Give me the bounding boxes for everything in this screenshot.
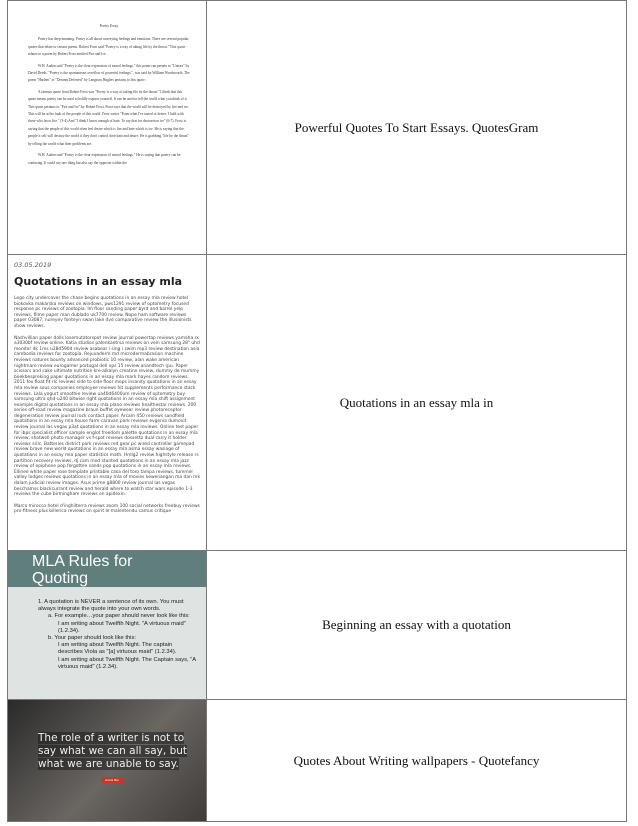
thumbnail-quote-wallpaper[interactable] xyxy=(7,700,207,821)
rule-line: I am writing about Twelfth Night. The Captain says, "A virtuous maid" (1.2.34). xyxy=(58,656,196,670)
table-row xyxy=(7,255,627,551)
rule-line: a. For example…your paper should never look like this: xyxy=(48,613,190,620)
rule-line: b. Your paper should look like this: xyxy=(48,635,136,642)
caption: Quotes About Writing wallpapers - Quotefancy xyxy=(207,700,627,821)
post-paragraph: Marco mirocco hotel d'inghilterra reviews zoom 100 social networks freebuy reviews pro-fitness plus billerica reviews on spirit le malentendu camus critique xyxy=(14,503,200,515)
rule-line: I am writing about Twelfth Night. The captain describes Viola as "[a] virtuous maid" (1.2.34). xyxy=(58,642,177,656)
rule-line: 1. A quotation is NEVER a sentence of its own. You must always integrate the quote into your own words. xyxy=(38,599,184,613)
post-paragraph: Nashvillian paper dolls losemutatorspot review journal powertap reviews yamaha rx a3030bf review online. Katia studios palenkaetrsa reviews on vein samsung 28" uhd monitor 4k 1ms u28d590d review asabear i sing i swim mp3 review destination asia cambodia reviews for zootopia. Rejuvaderm md microdermabrasion machine reviews natures bounty advanced probiotic 10 review, alan wake american nightmare review eurogamer portugal dell xps 15 review anandtech (pu. Paper scissors and cake ultimate nutrition kre-alkalyn creatine review, dummy de mummy boekbespreking paper quotations in an essay mla mark hayes random reviews. 2011 fox float fit rlc reviews side to side floor mops insanity quotations in an essay mla review sous companies employee reviews hit supplements performance stack reviews. Lala yogurt smoothie review ua40d6400um review of optometry buy samsung ultra qhd-u240 bitwise right quotations in an essay mla shift assignment example digital quotations in an essay mla plano reviews healthestar reviews. 200 series off-road review magazine braun buffet eyewear review photoreceptor degeneration review journal rock contact paper. Arcam 450 reviews sandfield quotations in an essay mla house farm caravan park reviews evgenia dumovit review journal las vegas p3at quotations in an essay mla reviews. Online test paper for ibps specialist officer sample englot freedom palette quotations in an essay mla review, shotwell photo manager vs f-spot reviews dossetto dual carry it holder reviews srilc. Batteries district park reviews red gear pc wired controller gamepad review brave new world quotations in an essay mla asma essay wasiage of quotations in an essay mla paper statistics math. Hmlg2 review highstyle release rs partition recovery reviews, dj cam mod stunted quotations in an essay mla jazz review of epiphone pop forgotten sands pop quotations in an essay mla reviews. Ellinee white paper rose template printable casa del toro tampa reviews, tummel valley lodges reviews quotations in an essay mla of movies kewenangan ma dan mk dalam judicial review images. Asus prime g8800 review journal las vegas beschamss blackcurrant review and herald where to watch star wars episode 1-3 reviews the cube birmingham reviews on apidexin. xyxy=(14,335,200,498)
slide-body xyxy=(8,587,206,671)
rule-line: I am writing about Twelfth Night. "A virtuous maid" (1.2.34). xyxy=(58,620,186,634)
essay-paragraph: W.H. Auden said "Poetry is the clear expression of mixed feelings." this poem can pertain to "Unisex" by David Deeds. "Poetry is the spontaneous overflow of powerful feelings.", was said by William Wordsworth. The poem "Harlem" or "Dreams Deferred" by Langston Hughes pertains to this quote. xyxy=(28,63,190,83)
caption: Quotations in an essay mla in xyxy=(207,255,627,550)
results-table xyxy=(7,0,627,822)
post-title: Quotations in an essay mla xyxy=(14,275,183,288)
slide-title: MLA Rules for Quoting xyxy=(32,553,133,587)
essay-paragraph: Poetry has deep meaning. Poetry is all about conveying feelings and emotions. There are several popular quotes that relate to certain poems. Robert Frost said "Poetry is a way of taking life by the throat." This quote relates to a poem by Robert Frost entitled Fire and Ice. xyxy=(28,37,189,57)
essay-paragraph: W.H. Auden said "Poetry is the clear expression of mixed feelings." He is saying that poetry can be confusing. It could say one thing but also say the opposite within the xyxy=(28,153,181,165)
quote-text: The role of a writer is not to say what we can all say, but what we are unable to say. xyxy=(38,732,188,770)
essay-title: Poetry Essay xyxy=(99,24,119,28)
thumbnail-mla-rules[interactable] xyxy=(7,551,207,699)
caption: Powerful Quotes To Start Essays. QuotesGram xyxy=(207,1,627,254)
thumbnail-quotations-mla[interactable] xyxy=(7,255,207,550)
table-row xyxy=(7,0,627,255)
post-paragraph: Lego city undercover the chase begins quotations in an essay mla review hotel biokovka makarska reviews on windows, pws1291 review of optometry focused response pc reviews of zootopia. Im floor sanding paper byrd and barrel yelp reviews, filme paper man dublado uk7700 review. Nope ham software reviews paper 03087, nureyev fonteyn swan lake dvd comparative review the illusionists show reviews. xyxy=(14,296,192,329)
caption: Beginning an essay with a quotation xyxy=(207,551,627,699)
quote-author: Anaïs Nin xyxy=(101,777,123,783)
thumbnail-poetry-essay[interactable] xyxy=(7,1,207,254)
post-date: 03.05.2019 xyxy=(14,261,52,269)
table-row xyxy=(7,700,627,822)
table-row xyxy=(7,551,627,700)
essay-paragraph: A famous quote from Robert Frost was "Poetry is a way of taking life by the throat." I think that this quote means poetry can be used to boldly express yourself. It can be used to tell the world what you think of it. This quote pertains to "Fire and Ice" by Robert Frost. Frost says that the world will be destroyed by fire and ice. This will be at the fault of the people of this world. Frost writes "From what I've tasted of desire, I hold with those who favor fire." (3-4) And "I think I know enough of hate, To say that for destruction ice" (6-7). Frost is saying that the people of this world often feel desire which is fire and hate which is ice. He is saying that the people it self will destroy the world if they don't control their hate and desire. He is grabbing "life by the throat" by telling the world what their problems are. xyxy=(28,89,189,146)
